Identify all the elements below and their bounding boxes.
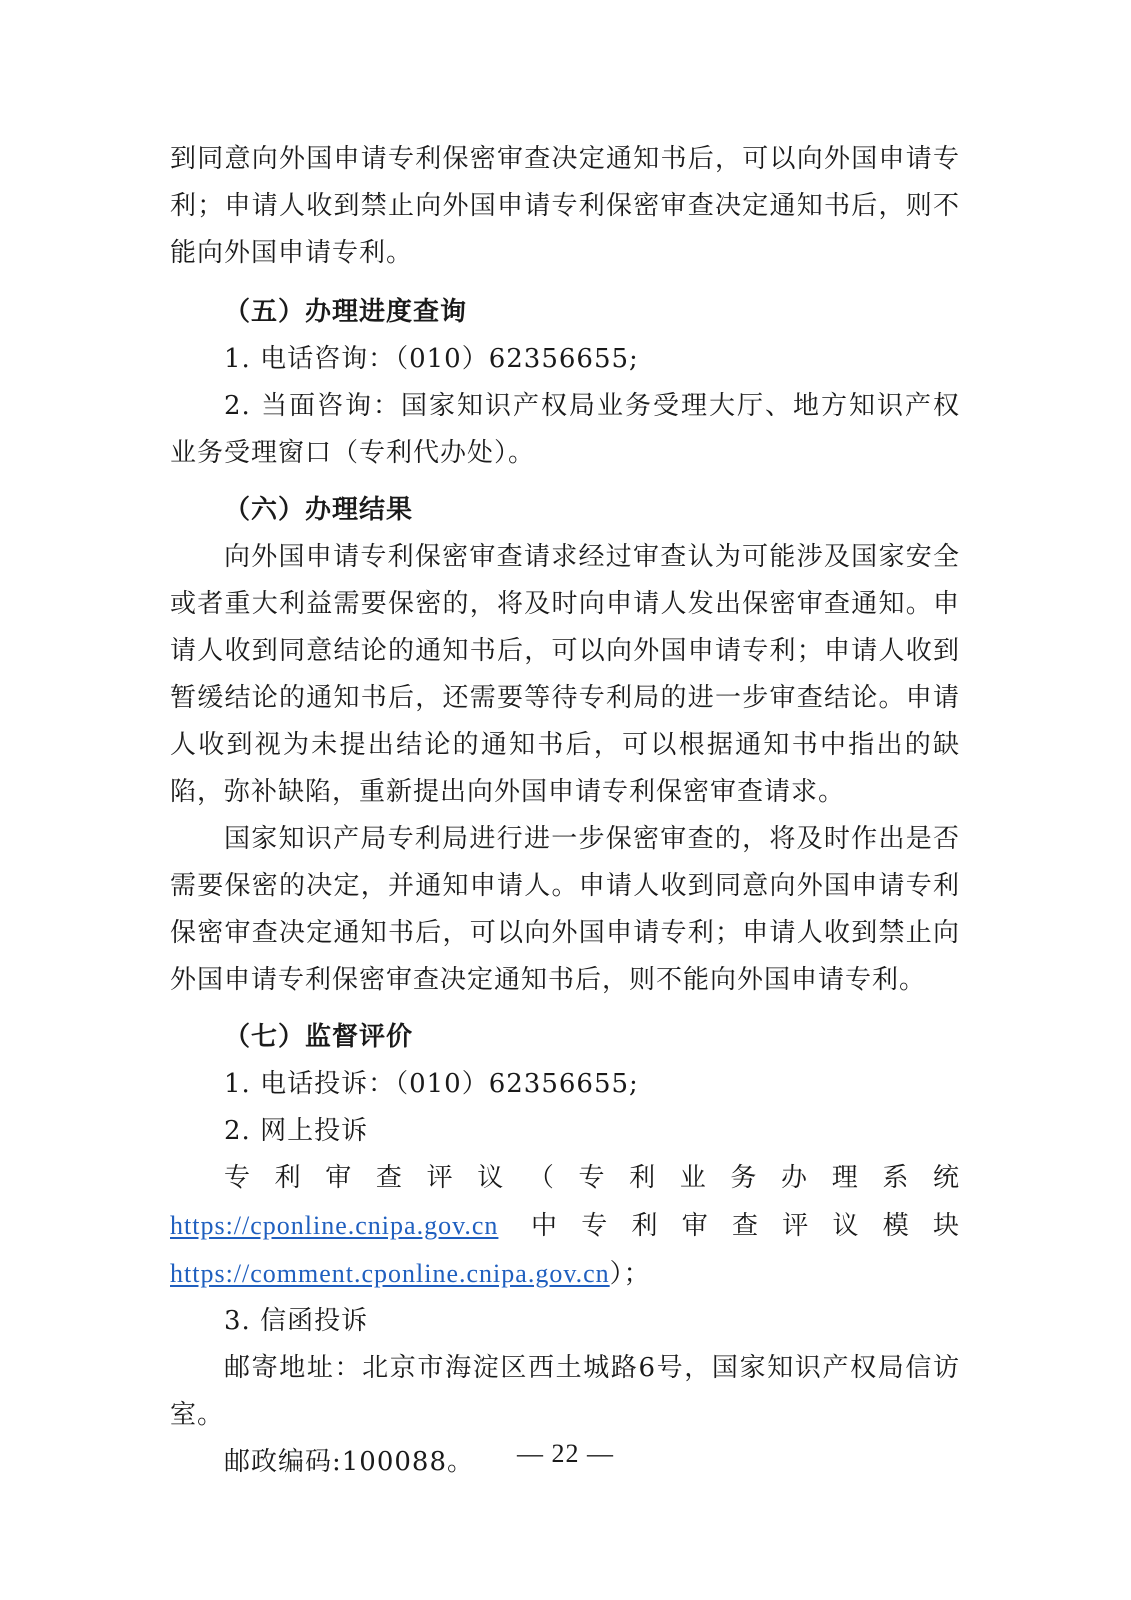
comment-cponline-link[interactable]: https://comment.cponline.cnipa.gov.cn [170, 1259, 610, 1288]
cponline-link[interactable]: https://cponline.cnipa.gov.cn [170, 1211, 499, 1240]
section-6-paragraph-2: 国家知识产局专利局进行进一步保密审查的，将及时作出是否需要保密的决定，并通知申请人。申请人收到同意向外国申请专利保密审查决定通知书后，可以向外国申请专利；申请人收到禁止向外国申请专利保密审查决定通知书后，则不能向外国申请专利。 [170, 824, 960, 995]
section-5-in-person-item: 2. 当面咨询：国家知识产权局业务受理大厅、地方知识产权业务受理窗口（专利代办处）。 [170, 391, 960, 468]
section-6-paragraph-1: 向外国申请专利保密审查请求经过审查认为可能涉及国家安全或者重大利益需要保密的，将及时向申请人发出保密审查通知。申请人收到同意结论的通知书后，可以向外国申请专利；申请人收到暂缓结论的通知书后，还需要等待专利局的进一步审查结论。申请人收到视为未提出结论的通知书后，可以根据通知书中指出的缺陷，弥补缺陷，重新提出向外国申请专利保密审查请求。 [170, 542, 960, 807]
intro-paragraph: 到同意向外国申请专利保密审查决定通知书后，可以向外国申请专利；申请人收到禁止向外国申请专利保密审查决定通知书后，则不能向外国申请专利。 [170, 144, 960, 268]
section-7-review-paragraph [170, 1155, 960, 1298]
page-number: — 22 — [517, 1439, 614, 1468]
section-7-online-complaint: 2. 网上投诉 [224, 1116, 369, 1146]
section-7-letter-complaint: 3. 信函投诉 [224, 1306, 369, 1336]
mailing-address: 邮寄地址：北京市海淀区西土城路6号，国家知识产权局信访室。 [170, 1353, 960, 1430]
section-5-phone-item: 1. 电话咨询：（010）62356655; [224, 344, 639, 374]
section-7-heading: （七）监督评价 [224, 1022, 414, 1052]
review-middle-text: 中专利审查评议模块 [530, 1211, 960, 1241]
section-6-heading: （六）办理结果 [224, 495, 414, 525]
section-5-heading: （五）办理进度查询 [224, 297, 468, 327]
review-prefix-text: 专利审查评议（专利业务办理系统 [224, 1163, 960, 1193]
document-body [170, 136, 960, 1486]
section-7-phone-complaint: 1. 电话投诉：（010）62356655; [224, 1069, 639, 1099]
review-suffix-text: ）； [609, 1259, 651, 1289]
postal-code: 邮政编码:100088。 [224, 1447, 475, 1477]
